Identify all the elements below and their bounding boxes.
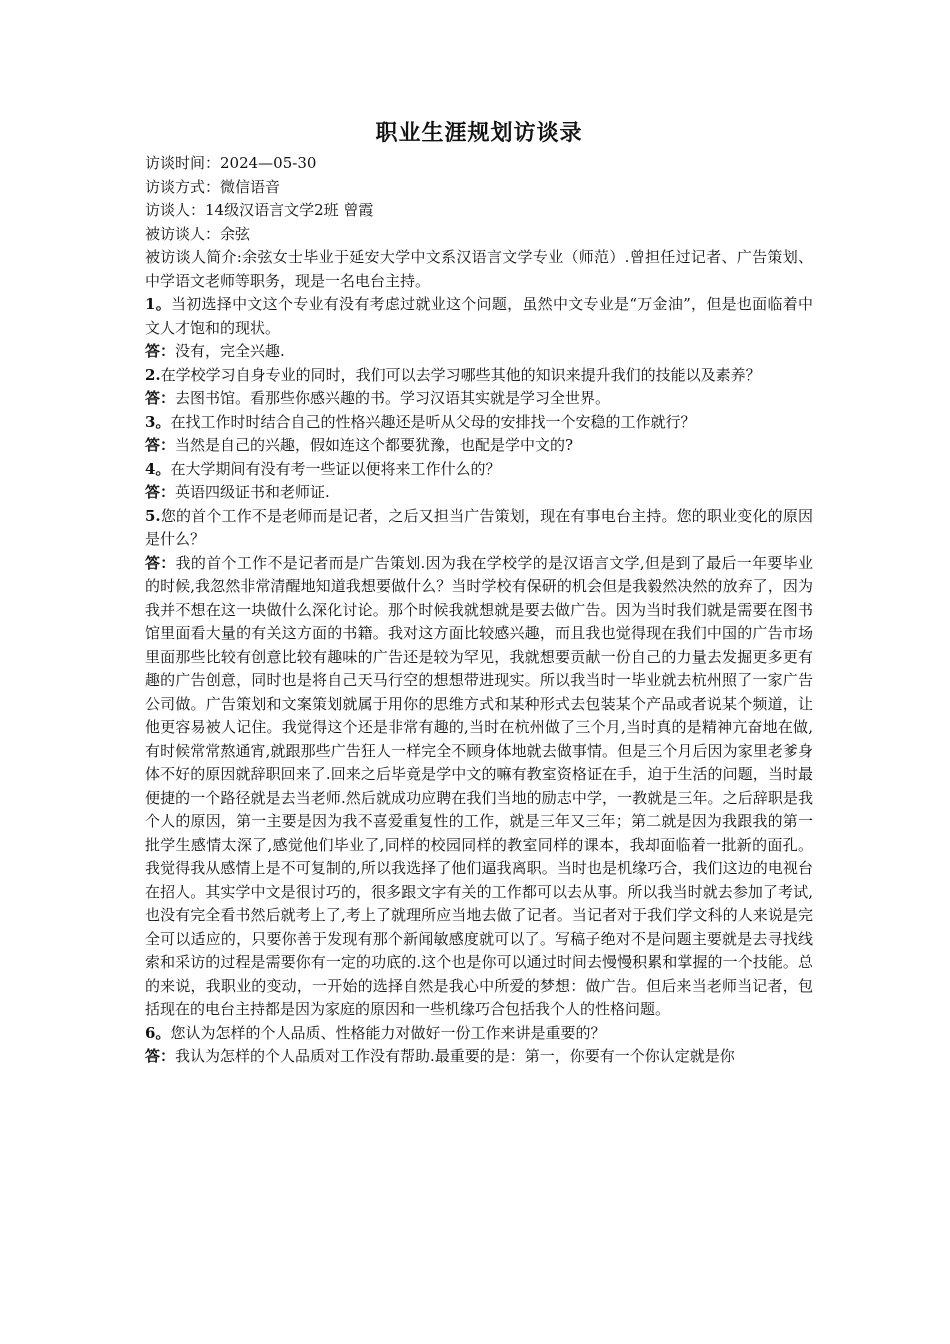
answer-label: 答： <box>145 553 176 572</box>
document-page <box>145 118 813 1069</box>
question-6 <box>145 1022 813 1046</box>
interviewee: 被访谈人：余弦 <box>145 224 251 243</box>
answer-6 <box>145 1045 813 1069</box>
question-4 <box>145 458 813 482</box>
document-title: 职业生涯规划访谈录 <box>375 120 583 146</box>
question-text: 在找工作时时结合自己的性格兴趣还是听从父母的安排找一个安稳的工作就行？ <box>170 412 696 431</box>
interview-method: 访谈方式：微信语音 <box>145 177 281 196</box>
answer-text: 去图书馆。看那些你感兴趣的书。学习汉语其实就是学习全世界。 <box>175 389 611 407</box>
question-number: 4。 <box>145 459 171 478</box>
answer-text: 我认为怎样的个人品质对工作没有帮助.最重要的是：第一，你要有一个你认定就是你 <box>175 1047 735 1065</box>
answer-label: 答： <box>145 389 176 407</box>
answer-5 <box>145 552 813 1022</box>
answer-3 <box>145 434 813 458</box>
answer-label: 答： <box>145 342 176 360</box>
answer-label: 答： <box>145 1047 176 1065</box>
question-1 <box>145 293 813 340</box>
interviewer: 访谈人：14级汉语言文学2班 曾霞 <box>145 201 374 219</box>
question-2 <box>145 364 813 388</box>
question-text: 当初选择中文这个专业有没有考虑过就业这个问题，虽然中文专业是“万金油”，但是也面临着中文人才饱和的现状。 <box>145 295 814 337</box>
question-text: 您的首个工作不是老师而是记者，之后又担当广告策划，现在有事电台主持。您的职业变化的原因是什么？ <box>145 506 813 548</box>
question-number: 5. <box>145 506 161 525</box>
answer-text: 没有，完全兴趣. <box>175 342 285 360</box>
question-text: 您认为怎样的个人品质、性格能力对做好一份工作来讲是重要的？ <box>170 1023 606 1042</box>
question-number: 3。 <box>145 412 171 431</box>
answer-label: 答： <box>145 483 176 501</box>
answer-2 <box>145 387 813 411</box>
question-text: 在学校学习自身专业的同时，我们可以去学习哪些其他的知识来提升我们的技能以及素养？ <box>160 365 761 384</box>
answer-text: 当然是自己的兴趣，假如连这个都要犹豫，也配是学中文的? <box>175 436 574 454</box>
question-number: 2. <box>145 365 161 384</box>
answer-text: 英语四级证书和老师证. <box>175 483 330 501</box>
interview-date: 访谈时间：2024—05-30 <box>145 154 317 172</box>
question-5 <box>145 505 813 552</box>
answer-label: 答： <box>145 436 176 454</box>
answer-4 <box>145 481 813 505</box>
answer-1 <box>145 340 813 364</box>
question-3 <box>145 411 813 435</box>
question-number: 1。 <box>145 295 171 313</box>
question-text: 在大学期间有没有考一些证以便将来工作什么的？ <box>170 459 501 478</box>
interviewee-intro: 被访谈人简介:余弦女士毕业于延安大学中文系汉语言文学专业（师范）.曾担任过记者、广告策划、中学语文老师等职务，现是一名电台主持。 <box>145 248 813 290</box>
question-number: 6。 <box>145 1023 171 1042</box>
answer-text: 我的首个工作不是记者而是广告策划.因为我在学校学的是汉语言文学,但是到了最后一年要毕业的时候,我忽然非常清醒地知道我想要做什么？当时学校有保研的机会但是我毅然决然的放弃了，因为我并不想在这一块做什么深化讨论。那个时候我就想就是要去做广告。因为当时我们就是需要在图书馆里面看大量的有关这方面的书籍。我对这方面比较感兴趣，而且我也觉得现在我们中国的广告市场里面那些比较有创意比较有趣味的广告还是较为罕见，我就想要贡献一份自己的力量去发掘更多更有趣的广告创意，同时也是将自己天马行空的想想带进现实。所以我当时一毕业就去杭州照了一家广告公司做。广告策划和文案策划就属于用你的思维方式和某种形式去包装某个产品或者说某个频道，让他更容易被人记住。我觉得这个还是非常有趣的,当时在杭州做了三个月,当时真的是精神亢奋地在做,有时候常常熬通宵,就跟那些广告狂人一样完全不顾身体地就去做事情。但是三个月后因为家里老爹身体不好的原因就辞职回来了.回来之后毕竟是学中文的嘛有教室资格证在手，迫于生活的问题，当时最便捷的一个路径就是去当老师.然后就成功应聘在我们当地的励志中学，一教就是三年。之后辞职是我个人的原因，第一主要是因为我不喜爱重复性的工作，就是三年又三年；第二就是因为我跟我的第一批学生感情太深了,感觉他们毕业了,同样的校园同样的教室同样的课本，我却面临着一批新的面孔。我觉得我从感情上是不可复制的,所以我选择了他们逼我离职。当时也是机缘巧合，我们这边的电视台在招人。其实学中文是很讨巧的，很多跟文字有关的工作都可以去从事。所以我当时就去参加了考试,也没有完全看书然后就考上了,考上了就理所应当地去做了记者。当记者对于我们学文科的人来说是完全可以适应的，只要你善于发现有那个新闻敏感度就可以了。写稿子绝对不是问题主要就是去寻找线索和采访的过程是需要你有一定的功底的.这个也是你可以通过时间去慢慢积累和掌握的一个技能。总的来说，我职业的变动，一开始的选择自然是我心中所爱的梦想：做广告。但后来当老师当记者，包括现在的电台主持都是因为家庭的原因和一些机缘巧合包括我个人的性格问题。 <box>145 553 813 1018</box>
